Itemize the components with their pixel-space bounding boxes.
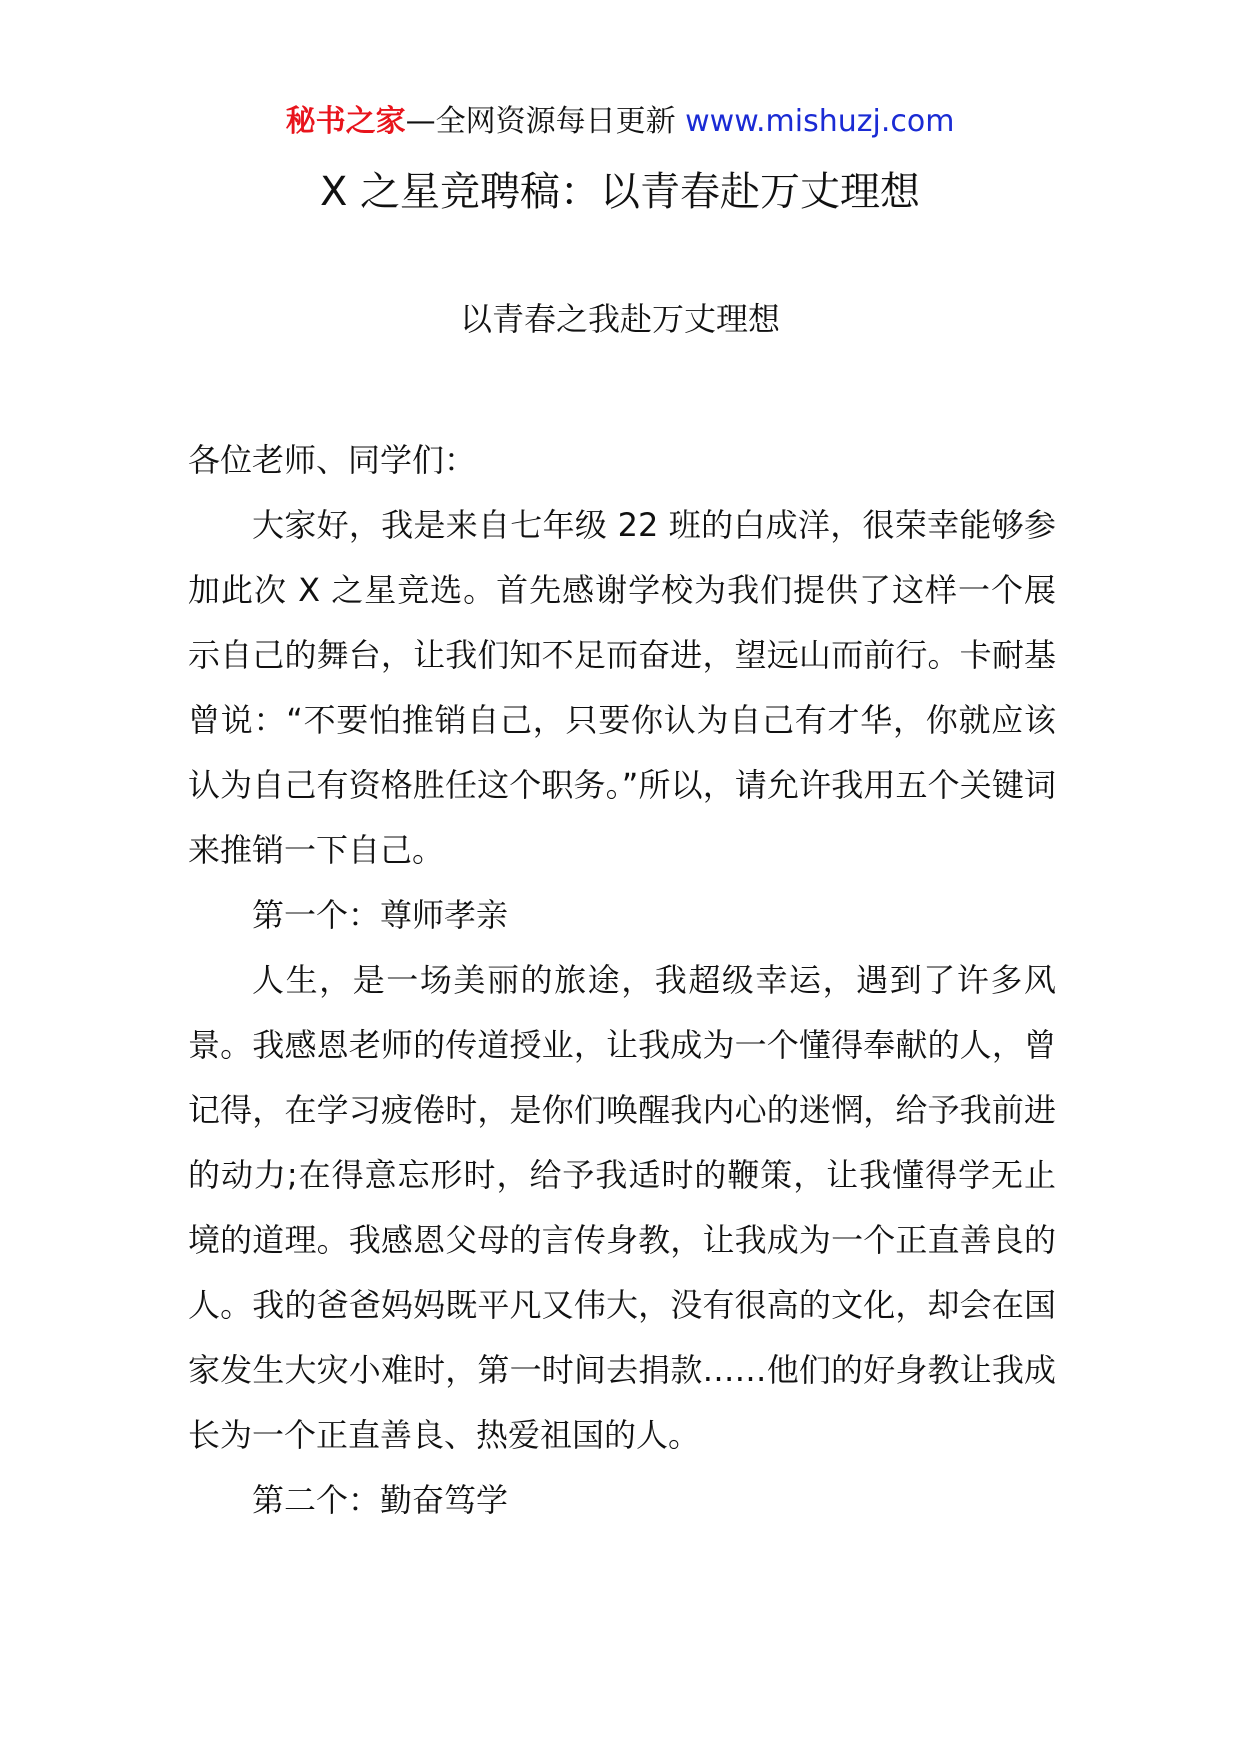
header-tagline: —全网资源每日更新 — [405, 104, 686, 139]
brand-name: 秘书之家 — [285, 104, 406, 139]
section-heading-2: 第二个：勤奋笃学 — [252, 1481, 509, 1519]
document-body — [188, 428, 1056, 1533]
section-heading-1: 第一个：尊师孝亲 — [252, 896, 509, 934]
paragraph-section-1: 人生，是一场美丽的旅途，我超级幸运，遇到了许多风景。我感恩老师的传道授业，让我成为一个懂得奉献的人，曾记得，在学习疲倦时，是你们唤醒我内心的迷惘，给予我前进的动力;在得意忘形时，给予我适时的鞭策，让我懂得学无止境的道理。我感恩父母的言传身教，让我成为一个正直善良的人。我的爸爸妈妈既平凡又伟大，没有很高的文化，却会在国家发生大灾小难时，第一时间去捐款……他们的好身教让我成长为一个正直善良、热爱祖国的人。 — [188, 961, 1056, 1454]
document-title: X 之星竞聘稿：以青春赴万丈理想 — [319, 169, 921, 215]
site-url-link[interactable]: www.mishuzj.com — [685, 104, 955, 139]
paragraph-intro: 大家好，我是来自七年级 22 班的白成洋，很荣幸能够参加此次 X 之星竞选。首先感谢学校为我们提供了这样一个展示自己的舞台，让我们知不足而奋进，望远山而前行。卡耐基曾说：“不要怕推销自己，只要你认为自己有才华，你就应该认为自己有资格胜任这个职务。”所以，请允许我用五个关键词来推销一下自己。 — [188, 506, 1056, 869]
site-header — [0, 100, 1240, 144]
document-subtitle: 以青春之我赴万丈理想 — [459, 300, 780, 338]
salutation: 各位老师、同学们： — [188, 441, 477, 479]
